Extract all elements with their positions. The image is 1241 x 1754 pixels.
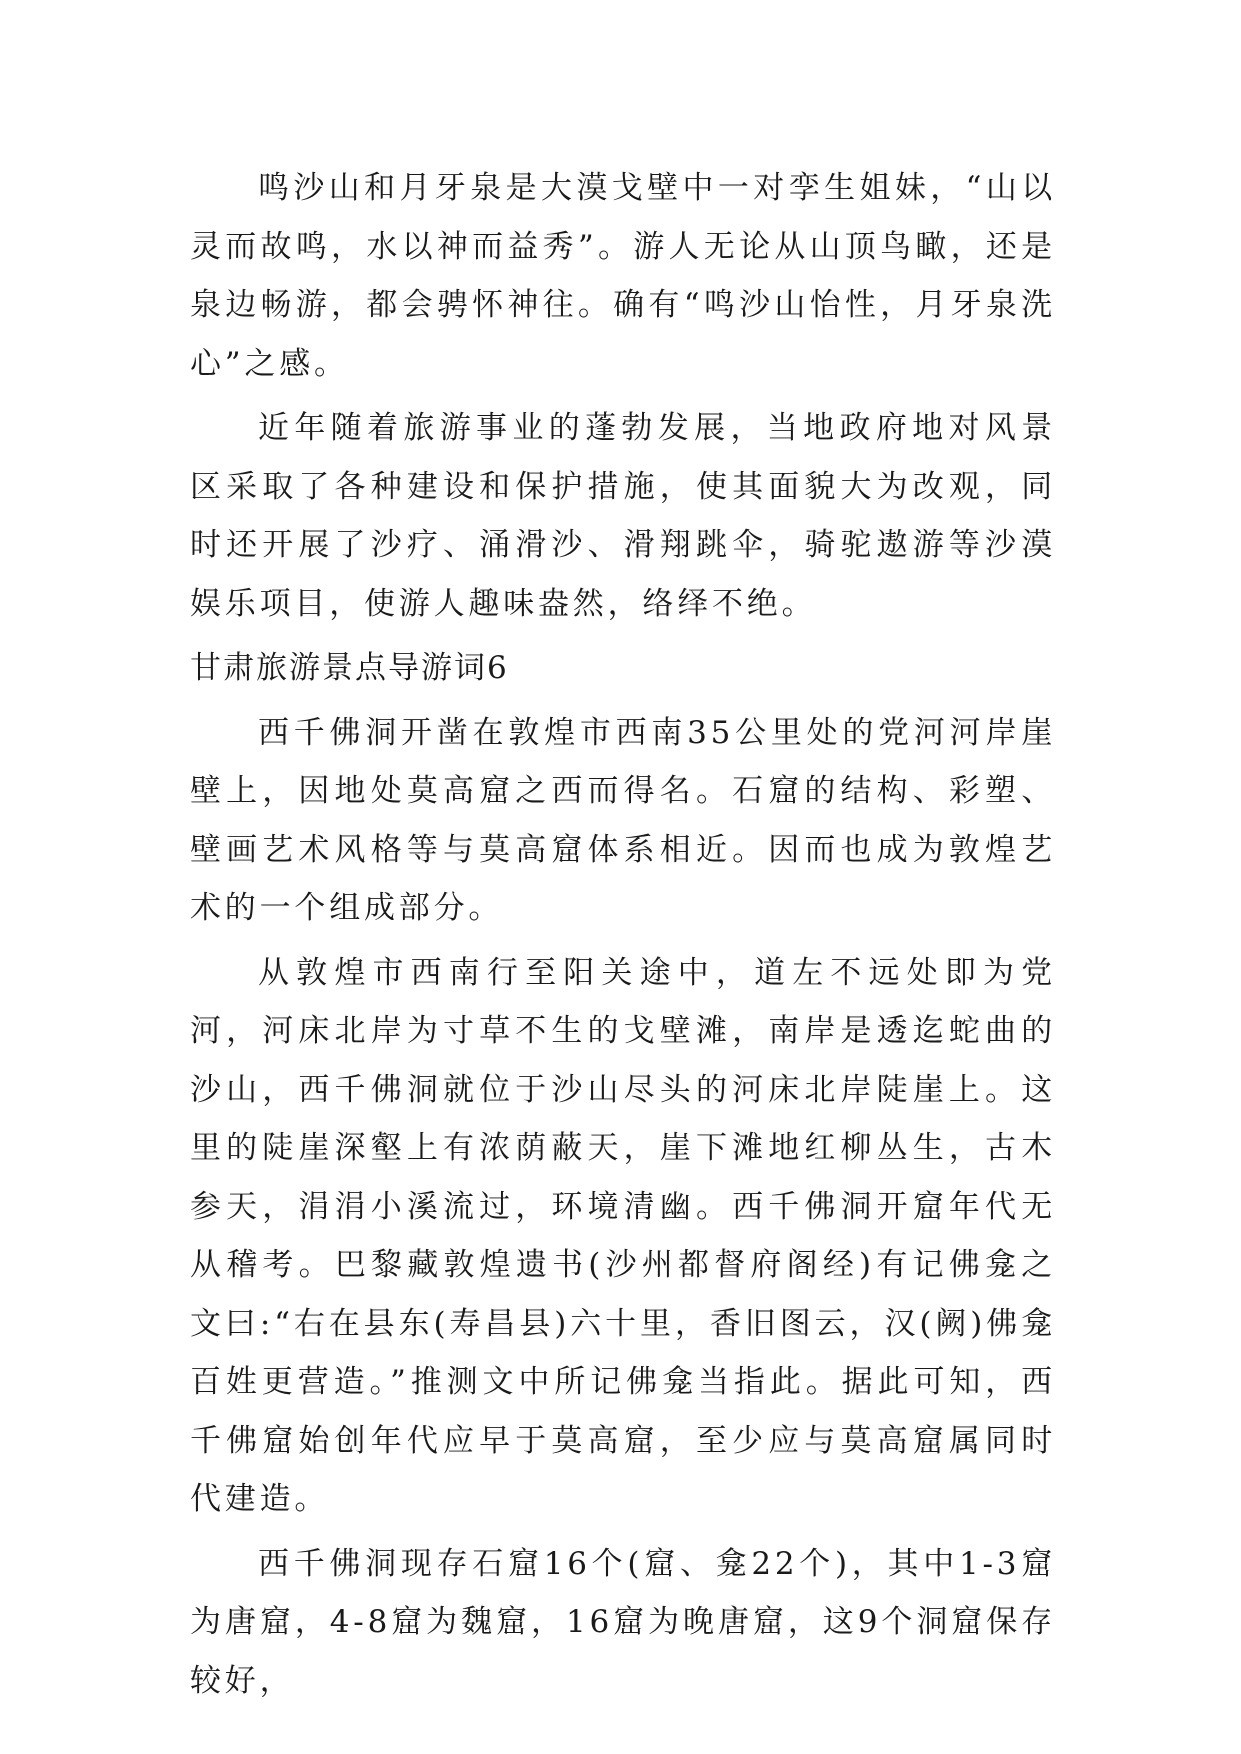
section-heading: 甘肃旅游景点导游词6 [190, 650, 509, 686]
paragraph-xiqianfodong-caves: 西千佛洞现存石窟16个(窟、龛22个)，其中1-3窟为唐窟，4-8窟为魏窟，16窟为晚唐窟，这9个洞窟保存较好， [190, 1545, 1056, 1699]
paragraph-tourism-development: 近年随着旅游事业的蓬勃发展，当地政府地对风景区采取了各种建设和保护措施，使其面貌大为改观，同时还开展了沙疗、涌滑沙、滑翔跳伞，骑驼遨游等沙漠娱乐项目，使游人趣味盎然，络绎不绝。 [190, 410, 1056, 622]
paragraph-mingsha-intro: 鸣沙山和月牙泉是大漠戈壁中一对孪生姐妹，“山以灵而故鸣，水以神而益秀”。游人无论从山顶鸟瞰，还是泉边畅游，都会骋怀神往。确有“鸣沙山怡性，月牙泉洗心”之感。 [190, 170, 1056, 382]
paragraph-xiqianfodong-history: 从敦煌市西南行至阳关途中，道左不远处即为党河，河床北岸为寸草不生的戈壁滩，南岸是透迄蛇曲的沙山，西千佛洞就位于沙山尽头的河床北岸陡崖上。这里的陡崖深壑上有浓荫蔽天，崖下滩地红柳丛生，古木参天，涓涓小溪流过，环境清幽。西千佛洞开窟年代无从稽考。巴黎藏敦煌遗书(沙州都督府阁经)有记佛龛之文曰:“右在县东(寿昌县)六十里，香旧图云，汉(阙)佛龛百姓更营造。”推测文中所记佛龛当指此。据此可知，西千佛窟始创年代应早于莫高窟，至少应与莫高窟属同时代建造。 [190, 954, 1056, 1517]
document-body [190, 159, 1056, 1716]
paragraph-xiqianfodong-location: 西千佛洞开凿在敦煌市西南35公里处的党河河岸崖壁上，因地处莫高窟之西而得名。石窟的结构、彩塑、壁画艺术风格等与莫高窟体系相近。因而也成为敦煌艺术的一个组成部分。 [190, 714, 1056, 926]
